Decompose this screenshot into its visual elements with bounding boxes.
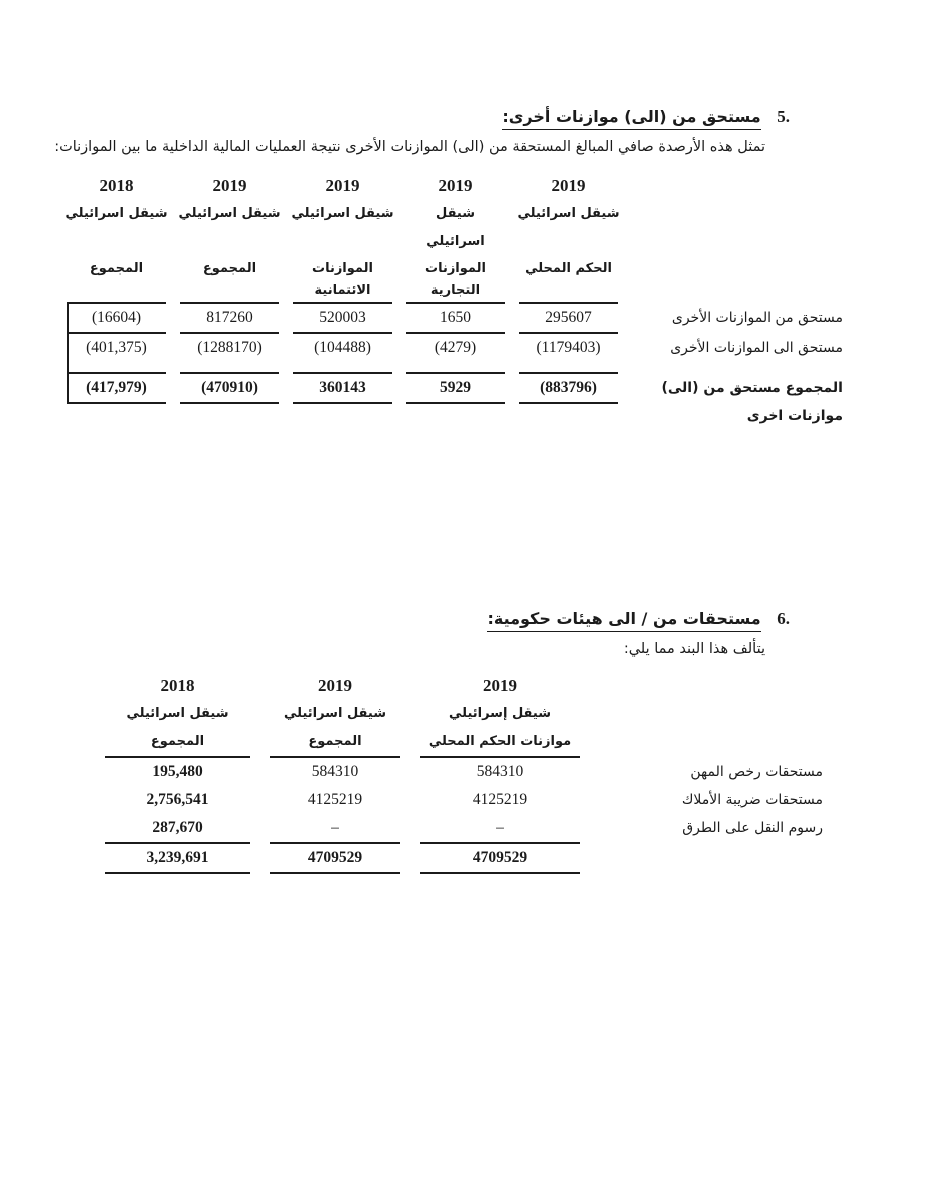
table-due-from-to-other-budgets [60,172,855,424]
value-cell: 584310 [311,763,359,780]
value-cell: (16604) [91,309,142,326]
t2-data-row-2 [95,786,835,814]
total-value-cell: 4709529 [307,849,363,866]
t2-col-name: المجموع [150,734,205,749]
t1-col-year: 2018 [99,176,134,195]
t2-data-row-1 [95,758,835,786]
section6-title: مستحقات من / الى هيئات حكومية: [487,609,760,632]
section6-number: 6. [777,609,790,628]
value-cell: 195,480 [152,763,203,780]
total-value-cell: 360143 [319,379,366,396]
t2-col-name: موازنات الحكم المحلي [428,734,572,749]
total-value-cell: (417,979) [86,379,147,396]
t2-total-row [95,844,835,872]
t1-header-name-row2 [60,283,855,302]
t1-col-name2 [173,283,286,302]
t2-col-year: 2018 [160,676,195,695]
t2-header-currency-row [95,700,835,728]
row-label: رسوم النقل على الطرق [682,820,823,836]
t1-col-name: المجموع [202,261,257,276]
t2-col-name: المجموع [308,734,362,749]
value-cell: (4279) [434,339,477,356]
row-label: مستحق من الموازنات الأخرى [671,310,843,326]
total-row-label: المجموع مستحق من (الى) موازنات اخرى [661,380,843,424]
t2-rule-bottom [95,872,835,874]
t1-data-row-1 [60,304,855,332]
table-due-from-to-government-entities [95,672,835,874]
row-label: مستحق الى الموازنات الأخرى [670,340,843,356]
section5-number: 5. [777,107,790,126]
row-label: مستحقات ضريبة الأملاك [681,792,823,808]
t2-header-name-row [95,728,835,756]
t1-2018-column-left-border [67,302,69,404]
t1-col-currency2 [512,228,625,255]
t1-col-name: الموازنات [425,261,486,276]
section5-heading [502,107,790,127]
t1-col-name2 [512,283,625,302]
value-cell: 295607 [545,309,592,326]
t1-col-currency2 [286,228,399,255]
t1-header-currency-row [60,200,855,228]
t1-col-year: 2019 [551,176,586,195]
t1-col-year: 2019 [325,176,360,195]
t2-col-currency: شيقل إسرائيلي [448,706,551,721]
value-cell: (401,375) [86,339,147,356]
section5-title: مستحق من (الى) موازنات أخرى: [502,107,760,130]
t1-rule-bottom [60,402,855,404]
row-label: مستحقات رخص المهن [690,764,823,780]
t1-col-name2: الائتمانية [314,283,371,298]
total-value-cell: 3,239,691 [146,849,209,866]
section6-heading [487,609,790,629]
value-cell: 1650 [440,309,471,326]
total-value-cell: 5929 [440,379,471,396]
total-row-label [590,844,835,872]
value-cell: – [331,819,339,836]
t1-col-year: 2019 [438,176,473,195]
t1-col-name2: التجارية [430,283,481,298]
t1-header-name-row [60,255,855,283]
value-cell: (104488) [314,339,371,356]
value-cell: – [496,819,504,836]
t1-col-name2 [60,283,173,302]
t1-col-currency2: اسرائيلي [426,234,485,249]
value-cell: 520003 [319,309,366,326]
t1-col-currency2 [60,228,173,255]
t1-col-name: الموازنات [312,261,373,276]
value-cell: 2,756,541 [146,791,209,808]
t1-col-currency2 [173,228,286,255]
t1-header-year-row [60,172,855,200]
value-cell: 287,670 [152,819,203,836]
t1-header-spacer [625,172,855,200]
value-cell: 4125219 [307,791,363,808]
t1-col-name: الحكم المحلي [525,261,612,276]
t1-spacer [60,362,855,372]
t1-col-name: المجموع [89,261,144,276]
t2-data-row-3 [95,814,835,842]
t2-header-spacer [590,672,835,700]
value-cell: 584310 [476,763,524,780]
t1-col-currency: شيقل اسرائيلي [517,206,620,221]
section6-intro: يتألف هذا البند مما يلي: [623,641,765,657]
section5-intro: تمثل هذه الأرصدة صافي المبالغ المستحقة من (الى) الموازنات الأخرى نتيجة العمليات المالية الداخلية ما بين الموازنات: [54,139,765,155]
t1-col-year: 2019 [212,176,247,195]
t2-col-year: 2019 [318,676,352,695]
t2-col-currency: شيقل اسرائيلي [283,706,386,721]
t1-data-row-2 [60,334,855,362]
value-cell: 817260 [206,309,253,326]
t2-col-year: 2019 [483,676,517,695]
value-cell: (1179403) [536,339,601,356]
t1-col-currency: شيقل اسرائيلي [178,206,281,221]
t1-col-currency: شيقل اسرائيلي [65,206,168,221]
t1-header-currency-row2 [60,228,855,255]
total-value-cell: (470910) [201,379,258,396]
t1-col-currency: شيقل اسرائيلي [291,206,394,221]
value-cell: 4125219 [472,791,528,808]
total-value-cell: 4709529 [472,849,528,866]
t2-header-year-row [95,672,835,700]
t1-col-currency: شيقل [435,206,476,221]
t2-col-currency: شيقل اسرائيلي [126,706,229,721]
total-value-cell: (883796) [540,379,597,396]
value-cell: (1288170) [197,339,262,356]
t1-total-row [60,374,855,424]
